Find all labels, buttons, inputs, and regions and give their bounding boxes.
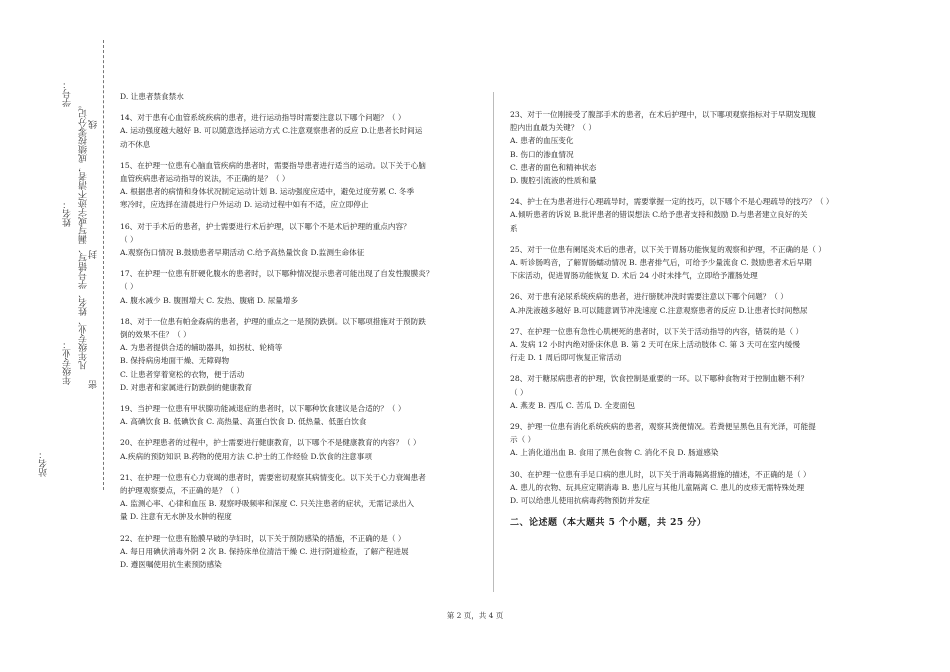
question-line: A. 患儿的衣物、玩具应定期消毒 B. 患儿应与其他儿童隔离 C. 患儿的皮疹无需特殊处理 bbox=[510, 482, 805, 492]
question-line: A. 燕麦 B. 西瓜 C. 苦瓜 D. 全麦面包 bbox=[510, 400, 635, 410]
question-line: A. 根据患者的病情和身体状况制定运动计划 B. 运动强度应适中，避免过度劳累 C. 冬季 bbox=[120, 187, 415, 197]
question-block bbox=[120, 471, 480, 524]
question-line: A. 腹水减少 B. 腹围增大 C. 发热、腹痛 D. 尿量增多 bbox=[120, 295, 299, 305]
question-stem: 26、对于患有泌尿系统疾病的患者，进行膀胱冲洗时需要注意以下哪个问题？（ ） bbox=[510, 292, 788, 302]
question-line: A. 运动强度越大越好 B. 可以随意选择运动方式 C.注意观察患者的反应 D.让患者长时间运 bbox=[120, 126, 423, 136]
question-block bbox=[510, 420, 880, 460]
question-line: 寒冷时，应选择在清晨进行户外运动 D. 运动过程中如有不适，应立即停止 bbox=[120, 200, 369, 210]
question-stem: 23、对于一位刚接受了腹部手术的患者，在术后护理中，以下哪项观察指标对于早期发现腹 bbox=[510, 110, 816, 119]
question-block bbox=[120, 111, 480, 151]
question-line: A.倾听患者的诉说 B.批评患者的错误想法 C.给予患者支持和鼓励 D.与患者建立良好的关 bbox=[510, 210, 808, 220]
question-stem: 19、当护理一位患有甲状腺功能减退症的患者时，以下哪种饮食建议是合适的？（ ） bbox=[120, 404, 406, 414]
question-line: 血管疾病患者运动指导的说法，不正确的是？（ ） bbox=[120, 174, 290, 184]
question-line: 系 bbox=[510, 223, 518, 233]
question-stem: 29、护理一位患有消化系统疾病的患者，观察其粪便情况。若粪便呈黑色且有光泽，可能提 bbox=[510, 422, 816, 432]
question-line: D. 腹腔引流液的性质和量 bbox=[510, 176, 597, 186]
question-line: A. 高碘饮食 B. 低碘饮食 C. 高热量、高蛋白饮食 D. 低热量、低蛋白饮食 bbox=[120, 417, 367, 427]
question-line: 下床活动，促进胃肠功能恢复 D. 术后 24 小时未排气，立即给予灌肠处理 bbox=[510, 271, 758, 281]
question-stem: 28、对于糖尿病患者的护理，饮食控制是重要的一环。以下哪种食物对于控制血糖不利？ bbox=[510, 374, 809, 384]
question-block bbox=[510, 195, 880, 235]
question-line: （ ） bbox=[510, 387, 528, 397]
name-label: 姓名： bbox=[63, 200, 73, 227]
binding-margin bbox=[0, 0, 110, 672]
question-line: C. 让患者穿着宽松的衣物，便于活动 bbox=[120, 369, 245, 379]
question-block bbox=[120, 220, 480, 260]
page-footer: 第 2 页，共 4 页 bbox=[446, 611, 504, 620]
question-line: （ ） bbox=[120, 234, 138, 244]
question-block bbox=[510, 468, 880, 508]
question-line: A. 上消化道出血 B. 食用了黑色食物 C. 消化不良 D. 肠道感染 bbox=[510, 448, 719, 458]
question-stem: 17、在护理一位患有肝硬化腹水的患者时，以下哪种情况提示患者可能出现了自发性腹膜炎？ bbox=[120, 269, 434, 279]
station-name-label: 站名： bbox=[39, 450, 49, 477]
question-stem: 22、在护理一位患有胎膜早破的孕妇时，以下关于预防感染的措施，不正确的是（ ） bbox=[120, 533, 406, 543]
question-line: B. 伤口的渗血情况 bbox=[510, 149, 574, 159]
question-line: 倒的效果不佳？（ ） bbox=[120, 330, 191, 340]
question-line: D. 对患者和家属进行防跌倒的健康教育 bbox=[120, 382, 253, 392]
question-block bbox=[120, 267, 480, 307]
question-line: （ ） bbox=[120, 282, 138, 292]
question-line: C. 患者的面色和精神状态 bbox=[510, 162, 597, 172]
question-line: 行走 D. 1 周后即可恢复正常活动 bbox=[510, 353, 622, 363]
question-block bbox=[510, 243, 880, 283]
question-block bbox=[510, 325, 880, 365]
student-id-label: 学号： bbox=[63, 80, 73, 107]
question-stem: D. 让患者禁食禁水 bbox=[120, 92, 184, 101]
question-stem: 18、对于一位患有帕金森病的患者，护理的重点之一是预防跌倒。以下哪项措施对于预防跌 bbox=[120, 316, 426, 326]
binding-mark-secret: 密 bbox=[89, 380, 99, 389]
question-block bbox=[120, 532, 480, 572]
question-stem: 15、在护理一位患有心脑血管疾病的患者时，需要指导患者进行适当的运动。以下关于心脑 bbox=[120, 160, 426, 170]
question-line: A.冲洗液越多越好 B.可以随意调节冲洗速度 C.注意观察患者的反应 D.让患者长时间憋尿 bbox=[510, 305, 808, 315]
question-line: A. 每日用碘伏消毒外阴 2 次 B. 保持床单位清洁干燥 C. 进行阴道检查，了解产程进展 bbox=[120, 546, 409, 556]
question-line: A. 发病 12 小时内绝对卧床休息 B. 第 2 天可在床上活动肢体 C. 第 3 天可在室内缓慢 bbox=[510, 340, 800, 350]
question-line: 腔内出血最为关键？（ ） bbox=[510, 123, 596, 133]
question-stem: 30、在护理一位患有手足口病的患儿时，以下关于消毒隔离措施的描述，不正确的是（ ） bbox=[510, 469, 811, 479]
question-stem: 14、对于患有心血管系统疾病的患者，进行运动指导时需要注意以下哪个问题？（ ） bbox=[120, 113, 406, 123]
question-block bbox=[120, 402, 480, 428]
binding-mark-seal: 封 bbox=[89, 250, 99, 259]
question-block bbox=[120, 436, 480, 462]
question-block bbox=[510, 290, 880, 316]
binding-dashed-line bbox=[103, 40, 104, 490]
question-stem: 24、护士在为患者进行心理疏导时，需要掌握一定的技巧，以下哪个不是心理疏导的技巧？（ ） bbox=[510, 197, 834, 207]
binding-instruction: 凡年级专业、姓名、学号错写、漏写或字迹不清者，成绩按零分记。 bbox=[79, 100, 89, 370]
question-stem: 20、在护理患者的过程中，护士需要进行健康教育，以下哪个不是健康教育的内容？（ ） bbox=[120, 438, 421, 448]
question-line: A.疾病的预防知识 B.药物的使用方法 C.护士的工作经验 D.饮食的注意事项 bbox=[120, 451, 372, 461]
question-line: A.观察伤口情况 B.鼓励患者早期活动 C.给予高热量饮食 D.监测生命体征 bbox=[120, 248, 365, 258]
question-line: D. 遵医嘱使用抗生素预防感染 bbox=[120, 560, 222, 570]
question-stem: 27、在护理一位患有急性心肌梗死的患者时，以下关于活动指导的内容，错误的是（ ） bbox=[510, 326, 804, 336]
question-stem: 21、在护理一位患有心力衰竭的患者时，需要密切观察其病情变化。以下关于心力衰竭患者 bbox=[120, 472, 426, 482]
right-column bbox=[510, 108, 880, 530]
question-block bbox=[510, 372, 880, 412]
binding-mark-line: 线 bbox=[89, 120, 99, 129]
question-block bbox=[120, 159, 480, 212]
question-block bbox=[510, 108, 880, 187]
question-block bbox=[120, 90, 480, 103]
question-block bbox=[120, 315, 480, 394]
question-line: D. 可以给患儿使用抗病毒药物预防并发症 bbox=[510, 496, 650, 506]
question-line: 示（ ） bbox=[510, 435, 536, 445]
question-line: A. 为患者提供合适的辅助器具，如拐杖、轮椅等 bbox=[120, 343, 283, 353]
question-stem: 25、对于一位患有阑尾炎术后的患者，以下关于胃肠功能恢复的观察和护理，不正确的是（ ） bbox=[510, 244, 826, 254]
question-line: A. 听诊肠鸣音，了解胃肠蠕动情况 B. 患者排气后，可给予少量流食 C. 鼓励患者术后早期 bbox=[510, 258, 812, 268]
question-line: 的护理观察要点，不正确的是？（ ） bbox=[120, 486, 244, 496]
question-line: B. 保持病房地面干燥、无障碍物 bbox=[120, 356, 230, 366]
question-stem: 16、对于手术后的患者，护士需要进行术后护理，以下哪个不是术后护理的重点内容？ bbox=[120, 221, 411, 231]
question-line: 动不休息 bbox=[120, 139, 151, 149]
grade-major-label: 年级专业： bbox=[63, 340, 73, 385]
question-line: A. 患者的血压变化 bbox=[510, 136, 574, 146]
question-line: A. 监测心率、心律和血压 B. 观察呼吸频率和深度 C. 只关注患者的症状，无需记录出入 bbox=[120, 499, 415, 509]
question-line: 量 D. 注意有无水肿及水肿的程度 bbox=[120, 512, 232, 522]
column-divider bbox=[493, 92, 494, 592]
left-column bbox=[120, 90, 480, 579]
section-two-title: 二、论述题（本大题共 5 个小题，共 25 分） bbox=[510, 518, 707, 529]
